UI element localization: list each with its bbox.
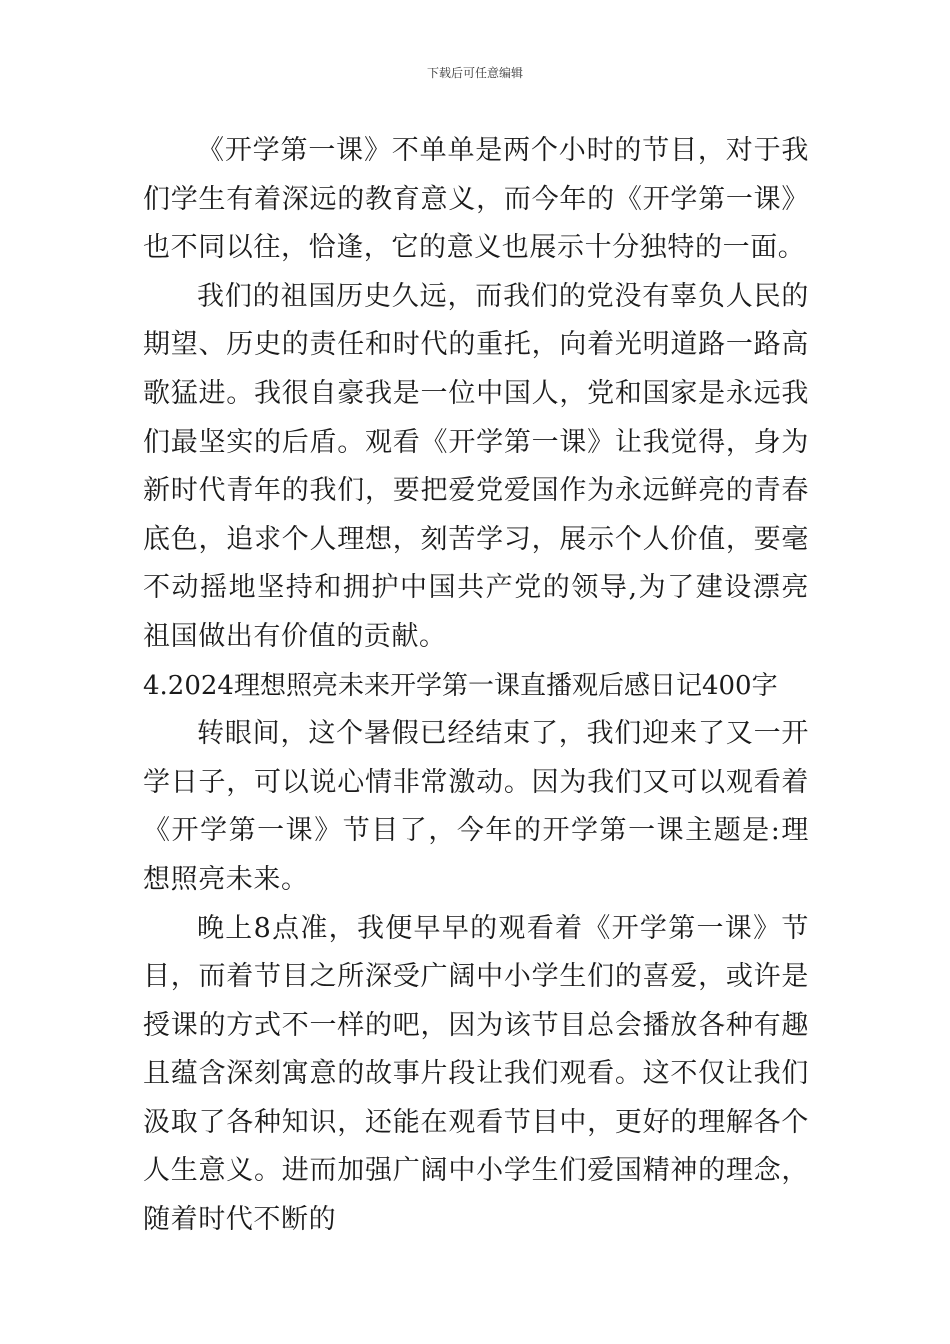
paragraph-4: 晚上8点准，我便早早的观看着《开学第一课》节目，而着节目之所深受广阔中小学生们的喜爱，或许是授课的方式不一样的吧，因为该节目总会播放各种有趣且蕴含深刻寓意的故事片段让我们观看。这不仅让我们汲取了各种知识，还能在观看节目中，更好的理解各个人生意义。进而加强广阔中小学生们爱国精神的理念，随着时代不断的 bbox=[143, 912, 809, 1236]
section-heading: 4.2024理想照亮未来开学第一课直播观后感日记400字 bbox=[143, 670, 778, 701]
document-body bbox=[143, 127, 809, 1245]
paragraph-2: 我们的祖国历史久远，而我们的党没有辜负人民的期望、历史的责任和时代的重托，向着光明道路一路高歌猛进。我很自豪我是一位中国人，党和国家是永远我们最坚实的后盾。观看《开学第一课》让我觉得，身为新时代青年的我们，要把爱党爱国作为永远鲜亮的青春底色，追求个人理想，刻苦学习，展示个人价值，要毫不动摇地坚持和拥护中国共产党的领导,为了建设漂亮祖国做出有价值的贡献。 bbox=[143, 280, 809, 652]
paragraph-3: 转眼间，这个暑假已经结束了，我们迎来了又一开学日子，可以说心情非常激动。因为我们又可以观看着《开学第一课》节目了，今年的开学第一课主题是:理想照亮未来。 bbox=[143, 718, 809, 895]
page-header-note: 下载后可任意编辑 bbox=[426, 66, 523, 80]
paragraph-1: 《开学第一课》不单单是两个小时的节目，对于我们学生有着深远的教育意义，而今年的《开学第一课》也不同以往，恰逢，它的意义也展示十分独特的一面。 bbox=[143, 135, 809, 264]
